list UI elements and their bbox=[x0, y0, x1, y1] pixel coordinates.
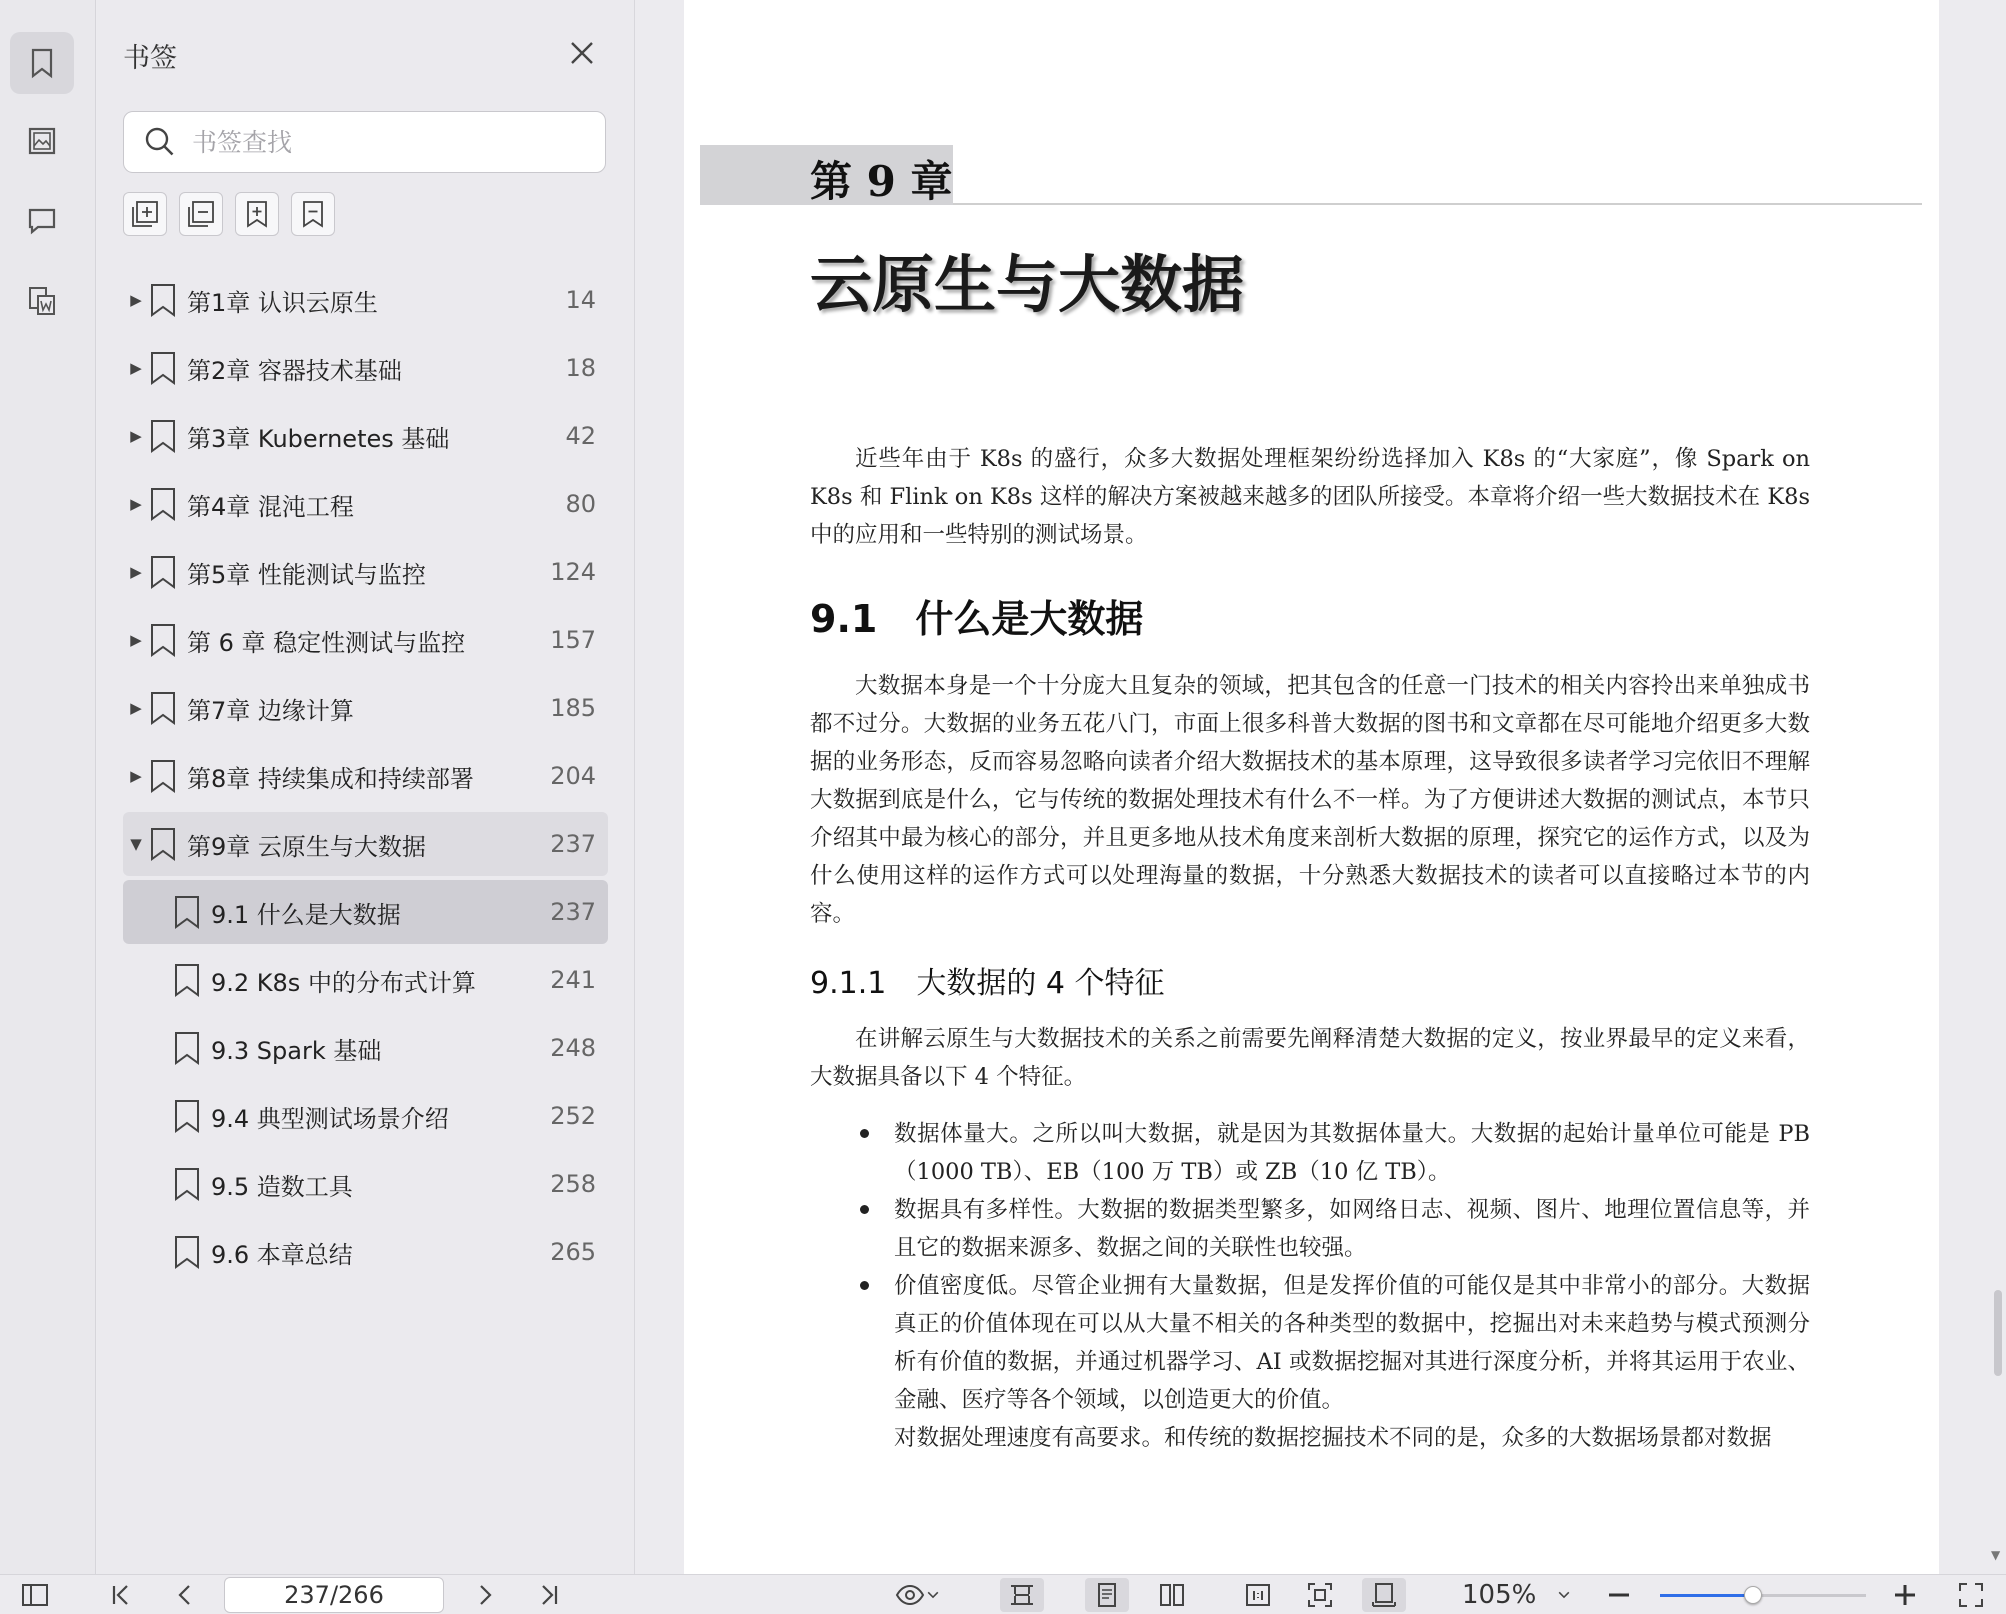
expand-all-icon bbox=[130, 199, 160, 229]
bookmark-page-number: 237 bbox=[550, 898, 596, 926]
thumbnail-panel-button[interactable] bbox=[10, 110, 74, 172]
expand-arrow-right-icon[interactable]: ▶ bbox=[130, 699, 142, 717]
document-viewport[interactable] bbox=[636, 0, 2006, 1574]
bookmark-label: 9.2 K8s 中的分布式计算 bbox=[211, 968, 476, 997]
bookmark-icon bbox=[149, 622, 177, 658]
bookmark-item[interactable] bbox=[123, 608, 608, 672]
section-heading-9-1: 9.1 什么是大数据 bbox=[810, 597, 1144, 641]
left-rail bbox=[0, 0, 96, 1574]
collapse-all-icon bbox=[186, 199, 216, 229]
bookmark-label: 9.5 造数工具 bbox=[211, 1172, 353, 1201]
convert-panel-button[interactable] bbox=[10, 270, 74, 332]
expand-arrow-right-icon[interactable]: ▶ bbox=[130, 291, 142, 309]
previous-page-button[interactable] bbox=[168, 1578, 202, 1612]
bookmark-label: 第7章 边缘计算 bbox=[187, 696, 354, 725]
bookmark-icon bbox=[149, 758, 177, 794]
bottom-toolbar bbox=[0, 1574, 2006, 1614]
image-icon bbox=[25, 124, 59, 158]
bookmark-label: 第1章 认识云原生 bbox=[187, 288, 378, 317]
search-input[interactable] bbox=[192, 128, 592, 157]
continuous-scroll-icon bbox=[1369, 1580, 1399, 1610]
bookmark-icon bbox=[173, 1166, 201, 1202]
bookmark-item[interactable] bbox=[123, 1084, 608, 1148]
zoom-dropdown[interactable] bbox=[1550, 1578, 1578, 1612]
bookmark-item[interactable] bbox=[123, 948, 608, 1012]
bookmark-label: 9.3 Spark 基础 bbox=[211, 1036, 382, 1065]
bullet-item bbox=[894, 1191, 1810, 1267]
expand-arrow-right-icon[interactable]: ▶ bbox=[130, 563, 142, 581]
remove-bookmark-icon bbox=[298, 199, 328, 229]
bookmark-icon bbox=[173, 1234, 201, 1270]
bookmark-list bbox=[123, 268, 608, 1288]
bookmark-page-number: 185 bbox=[550, 694, 596, 722]
bookmark-label: 9.6 本章总结 bbox=[211, 1240, 353, 1269]
zoom-out-button[interactable] bbox=[1602, 1578, 1636, 1612]
bookmark-icon bbox=[173, 1098, 201, 1134]
section-9-1-1-paragraph: 在讲解云原生与大数据技术的关系之前需要先阐释清楚大数据的定义，按业界最早的定义来看，大数据具备以下 4 个特征。 bbox=[810, 1026, 1810, 1090]
two-page-icon bbox=[1157, 1580, 1187, 1610]
intro-paragraph: 近些年由于 K8s 的盛行，众多大数据处理框架纷纷选择加入 K8s 的“大家庭”，像 Spark on K8s 和 Flink on K8s 这样的解决方案被越来越多的团队所接受。本章将介绍一些大数据技术在 K8s 中的应用和一些特别的测试场景。 bbox=[810, 446, 1810, 548]
zoom-slider-fill bbox=[1660, 1594, 1753, 1597]
scroll-down-arrow[interactable]: ▼ bbox=[1991, 1548, 2001, 1562]
bookmark-label: 第8章 持续集成和持续部署 bbox=[187, 764, 474, 793]
actual-size-button[interactable] bbox=[1236, 1578, 1280, 1612]
bookmark-panel-button[interactable] bbox=[10, 32, 74, 94]
chapter-title: 云原生与大数据 bbox=[810, 248, 1245, 321]
expand-arrow-right-icon[interactable]: ▶ bbox=[130, 359, 142, 377]
bullet-dot bbox=[860, 1129, 869, 1138]
word-convert-icon bbox=[25, 284, 59, 318]
chapter-header bbox=[700, 145, 1922, 205]
eye-icon bbox=[895, 1580, 925, 1610]
bookmark-item[interactable] bbox=[123, 1220, 608, 1284]
bullet-item bbox=[894, 1267, 1810, 1419]
expand-arrow-right-icon[interactable]: ▶ bbox=[130, 495, 142, 513]
zoom-level[interactable]: 105% bbox=[1462, 1580, 1537, 1610]
two-page-button[interactable] bbox=[1150, 1578, 1194, 1612]
comment-panel-button[interactable] bbox=[10, 190, 74, 252]
bookmark-label: 第4章 混沌工程 bbox=[187, 492, 354, 521]
bookmark-page-number: 237 bbox=[550, 830, 596, 858]
single-page-button[interactable] bbox=[1085, 1578, 1129, 1612]
page-number-input[interactable] bbox=[224, 1577, 444, 1613]
bookmark-label: 第5章 性能测试与监控 bbox=[187, 560, 426, 589]
bullet-text: 价值密度低。尽管企业拥有大量数据，但是发挥价值的可能仅是其中非常小的部分。大数据真正的价值体现在可以从大量不相关的各种类型的数据中，挖掘出对未来趋势与模式预测分析有价值的数据，并通过机器学习、AI 或数据挖掘对其进行深度分析，并将其运用于农业、金融、医疗等各个领域，以创造更大的价值。 bbox=[894, 1273, 1810, 1413]
bookmark-item[interactable] bbox=[123, 880, 608, 944]
bookmark-page-number: 157 bbox=[550, 626, 596, 654]
add-bookmark-button[interactable] bbox=[235, 192, 279, 236]
bookmark-page-number: 204 bbox=[550, 762, 596, 790]
bookmark-icon bbox=[149, 486, 177, 522]
minus-icon bbox=[1604, 1580, 1634, 1610]
add-bookmark-icon bbox=[242, 199, 272, 229]
bookmark-page-number: 241 bbox=[550, 966, 596, 994]
single-page-icon bbox=[1092, 1580, 1122, 1610]
bookmark-icon bbox=[149, 282, 177, 318]
bookmark-item[interactable] bbox=[123, 676, 608, 740]
bookmark-icon bbox=[149, 350, 177, 386]
panel-title: 书签 bbox=[123, 43, 177, 74]
expand-arrow-right-icon[interactable]: ▶ bbox=[130, 631, 142, 649]
document-page bbox=[684, 0, 1939, 1574]
expand-arrow-down-icon[interactable]: ▼ bbox=[130, 835, 142, 853]
bookmark-page-number: 42 bbox=[565, 422, 596, 450]
fullscreen-button[interactable] bbox=[1954, 1578, 1988, 1612]
plus-icon bbox=[1890, 1580, 1920, 1610]
collapse-all-button[interactable] bbox=[179, 192, 223, 236]
bookmark-item[interactable] bbox=[123, 540, 608, 604]
fullscreen-icon bbox=[1956, 1580, 1986, 1610]
bookmark-item[interactable] bbox=[123, 744, 608, 808]
bookmark-icon bbox=[173, 962, 201, 998]
bullet-dot bbox=[860, 1281, 869, 1290]
bullet-dot bbox=[860, 1205, 869, 1214]
scrollbar-thumb[interactable] bbox=[1994, 1290, 2002, 1376]
bookmark-icon bbox=[149, 826, 177, 862]
chevron-right-icon bbox=[470, 1580, 500, 1610]
bookmark-icon bbox=[149, 690, 177, 726]
toggle-sidebar-button[interactable] bbox=[18, 1578, 52, 1612]
fit-page-icon bbox=[1305, 1580, 1335, 1610]
bookmark-icon bbox=[25, 46, 59, 80]
bookmark-item[interactable] bbox=[123, 812, 608, 876]
zoom-slider[interactable] bbox=[1660, 1594, 1866, 1597]
bookmark-page-number: 258 bbox=[550, 1170, 596, 1198]
bookmark-label: 第 6 章 稳定性测试与监控 bbox=[187, 628, 466, 657]
comment-icon bbox=[25, 204, 59, 238]
fit-width-icon bbox=[1007, 1580, 1037, 1610]
chevron-left-icon bbox=[170, 1580, 200, 1610]
remove-bookmark-button[interactable] bbox=[291, 192, 335, 236]
bullet-text: 数据体量大。之所以叫大数据，就是因为其数据体量大。大数据的起始计量单位可能是 PB（1000 TB）、EB（100 万 TB）或 ZB（10 亿 TB）。 bbox=[894, 1121, 1810, 1185]
expand-arrow-right-icon[interactable]: ▶ bbox=[130, 427, 142, 445]
next-page-button[interactable] bbox=[468, 1578, 502, 1612]
bullet-item bbox=[894, 1115, 1810, 1191]
bookmark-label: 第9章 云原生与大数据 bbox=[187, 832, 426, 861]
bookmark-icon bbox=[173, 1030, 201, 1066]
bookmark-icon bbox=[173, 894, 201, 930]
expand-arrow-right-icon[interactable]: ▶ bbox=[130, 767, 142, 785]
bookmark-icon bbox=[149, 554, 177, 590]
bullet-text: 对数据处理速度有高要求。和传统的数据挖掘技术不同的是，众多的大数据场景都对数据 bbox=[894, 1425, 1772, 1451]
bookmark-label: 第3章 Kubernetes 基础 bbox=[187, 424, 450, 453]
expand-all-button[interactable] bbox=[123, 192, 167, 236]
close-icon[interactable] bbox=[565, 36, 599, 70]
fit-page-button[interactable] bbox=[1298, 1578, 1342, 1612]
bookmark-item[interactable] bbox=[123, 1152, 608, 1216]
bookmark-page-number: 124 bbox=[550, 558, 596, 586]
chapter-number: 第 9 章 bbox=[810, 157, 953, 206]
bookmark-item[interactable] bbox=[123, 1016, 608, 1080]
first-page-button[interactable] bbox=[104, 1578, 138, 1612]
zoom-slider-knob[interactable] bbox=[1744, 1586, 1762, 1604]
bookmark-page-number: 248 bbox=[550, 1034, 596, 1062]
bookmark-item[interactable] bbox=[123, 268, 608, 332]
actual-size-icon bbox=[1243, 1580, 1273, 1610]
fit-width-button[interactable] bbox=[1000, 1578, 1044, 1612]
section-heading-9-1-1: 9.1.1 大数据的 4 个特征 bbox=[810, 966, 1165, 1001]
bookmark-item[interactable] bbox=[123, 336, 608, 400]
bookmark-icon bbox=[149, 418, 177, 454]
search-icon bbox=[144, 126, 176, 158]
bookmark-panel bbox=[97, 0, 635, 1574]
zoom-in-button[interactable] bbox=[1888, 1578, 1922, 1612]
last-page-button[interactable] bbox=[532, 1578, 566, 1612]
bookmark-item[interactable] bbox=[123, 404, 608, 468]
bookmark-page-number: 18 bbox=[565, 354, 596, 382]
bullet-item bbox=[894, 1419, 1810, 1457]
search-box bbox=[123, 111, 606, 173]
bookmark-label: 第2章 容器技术基础 bbox=[187, 356, 402, 385]
bookmark-page-number: 252 bbox=[550, 1102, 596, 1130]
bullet-text: 数据具有多样性。大数据的数据类型繁多，如网络日志、视频、图片、地理位置信息等，并且它的数据来源多、数据之间的关联性也较强。 bbox=[894, 1197, 1810, 1261]
section-9-1-paragraph: 大数据本身是一个十分庞大且复杂的领域，把其包含的任意一门技术的相关内容拎出来单独成书都不过分。大数据的业务五花八门，市面上很多科普大数据的图书和文章都在尽可能地介绍更多大数据的业务形态，反而容易忽略向读者介绍大数据技术的基本原理，这导致很多读者学习完依旧不理解大数据到底是什么，它与传统的数据处理技术有什么不一样。为了方便讲述大数据的测试点，本节只介绍其中最为核心的部分，并且更多地从技术角度来剖析大数据的原理，探究它的运作方式，以及为什么使用这样的运作方式可以处理海量的数据，十分熟悉大数据技术的读者可以直接略过本节的内容。 bbox=[810, 673, 1810, 927]
view-mode-dropdown[interactable] bbox=[888, 1578, 948, 1612]
bookmark-page-number: 14 bbox=[565, 286, 596, 314]
chevron-down-icon bbox=[1556, 1587, 1572, 1603]
last-page-icon bbox=[534, 1580, 564, 1610]
chevron-down-icon bbox=[925, 1587, 941, 1603]
first-page-icon bbox=[106, 1580, 136, 1610]
bookmark-label: 9.1 什么是大数据 bbox=[211, 900, 401, 929]
sidebar-icon bbox=[20, 1580, 50, 1610]
bookmark-page-number: 80 bbox=[565, 490, 596, 518]
bookmark-label: 9.4 典型测试场景介绍 bbox=[211, 1104, 449, 1133]
continuous-scroll-button[interactable] bbox=[1362, 1578, 1406, 1612]
bookmark-page-number: 265 bbox=[550, 1238, 596, 1266]
bookmark-item[interactable] bbox=[123, 472, 608, 536]
